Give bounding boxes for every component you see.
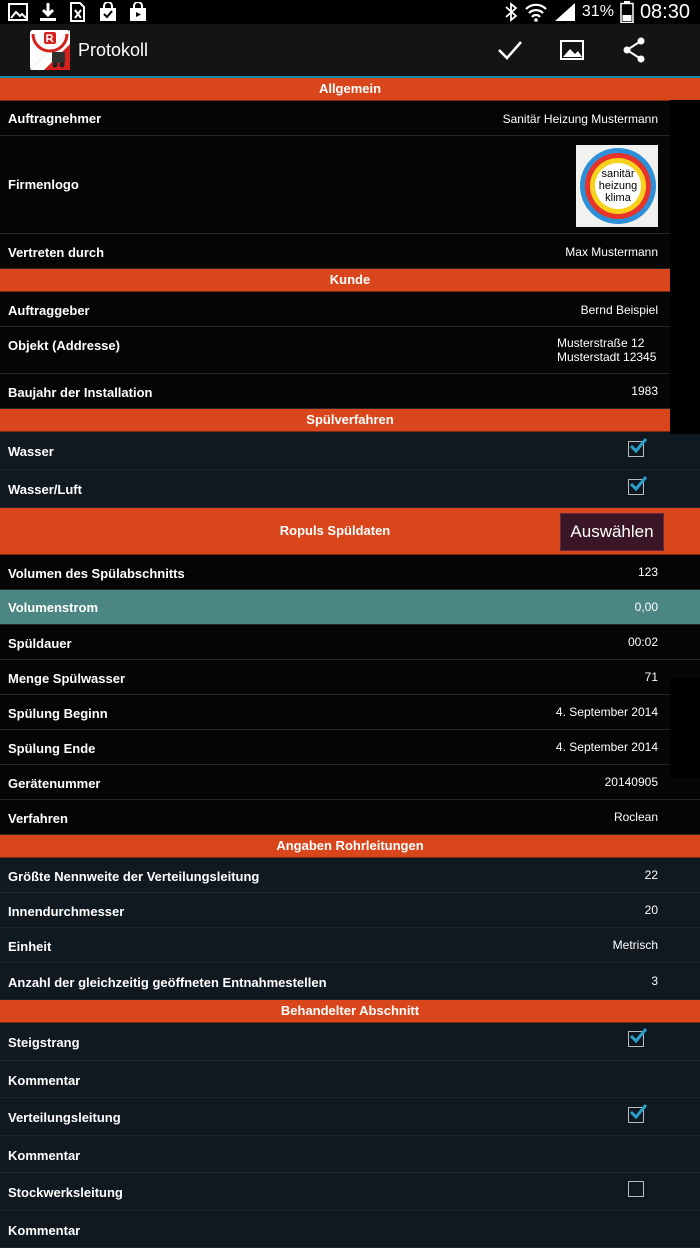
download-icon — [38, 2, 58, 22]
edge-strip — [670, 678, 700, 778]
row-label: Verfahren — [8, 811, 68, 826]
row-verfahren[interactable] — [0, 800, 700, 835]
row-value: 1983 — [631, 384, 658, 398]
section-rohrleitungen: Angaben Rohrleitungen — [0, 835, 700, 858]
row-label: Anzahl der gleichzeitig geöffneten Entnahmestellen — [8, 975, 327, 990]
app-logo-icon[interactable] — [30, 30, 70, 70]
verteilungsleitung-checkbox[interactable] — [628, 1107, 644, 1123]
row-menge-spuelwasser[interactable] — [0, 660, 700, 695]
row-value: Roclean — [613, 810, 658, 824]
section-kunde: Kunde — [0, 269, 700, 292]
row-kommentar-steigstrang[interactable] — [0, 1061, 700, 1098]
gallery-icon — [8, 2, 28, 22]
row-label: Vertreten durch — [8, 245, 105, 260]
row-value: Metrisch — [612, 938, 658, 952]
row-label: Wasser — [8, 444, 54, 459]
edge-strip — [670, 100, 700, 434]
section-spuelverfahren: Spülverfahren — [0, 409, 700, 432]
signal-icon — [554, 2, 576, 22]
row-einheit[interactable] — [0, 928, 700, 963]
row-label: Spüldauer — [8, 636, 72, 651]
row-label: Größte Nennweite der Verteilungsleitung — [8, 869, 260, 884]
address-line-2: Musterstadt 12345 — [557, 350, 657, 364]
row-auftraggeber[interactable] — [0, 292, 700, 327]
row-label: Baujahr der Installation — [8, 385, 153, 400]
shopping-bag-icon — [98, 2, 118, 22]
row-value: 4. September 2014 — [555, 705, 658, 719]
row-value: 20 — [644, 903, 658, 917]
battery-percent: 31% — [581, 3, 614, 20]
section-title: Ropuls Spüldaten — [279, 523, 391, 538]
section-allgemein: Allgemein — [0, 78, 700, 101]
row-label: Spülung Beginn — [8, 706, 108, 721]
row-objekt-adresse[interactable] — [0, 327, 700, 374]
row-label: Auftragnehmer — [8, 111, 102, 126]
row-kommentar-stockwerksleitung[interactable] — [0, 1211, 700, 1248]
action-bar — [0, 24, 700, 78]
row-auftragnehmer[interactable] — [0, 101, 700, 136]
row-kommentar-verteilungsleitung[interactable] — [0, 1136, 700, 1173]
row-wasser[interactable] — [0, 432, 700, 470]
status-bar — [0, 0, 700, 24]
row-label: Kommentar — [8, 1223, 81, 1238]
logo-text-2: heizung — [598, 180, 638, 192]
row-label: Innendurchmesser — [8, 904, 125, 919]
row-stockwerksleitung[interactable] — [0, 1173, 700, 1211]
protocol-form — [0, 78, 700, 1248]
row-steigstrang[interactable] — [0, 1023, 700, 1061]
wasser-luft-checkbox[interactable] — [628, 479, 644, 495]
shopping-bag-icon — [128, 2, 148, 22]
stockwerksleitung-checkbox[interactable] — [628, 1181, 644, 1197]
clock: 08:30 — [639, 0, 690, 23]
row-label: Kommentar — [8, 1148, 81, 1163]
logo-text-1: sanitär — [601, 168, 635, 180]
share-icon[interactable] — [620, 36, 648, 64]
company-logo[interactable] — [576, 145, 658, 227]
row-volumen[interactable] — [0, 555, 700, 590]
row-value: Max Mustermann — [565, 245, 658, 259]
row-value: 22 — [644, 868, 658, 882]
app-title: Protokoll — [78, 40, 149, 60]
auswaehlen-button[interactable]: Auswählen — [560, 513, 664, 551]
row-label: Firmenlogo — [8, 177, 79, 192]
row-spueldauer[interactable] — [0, 625, 700, 660]
row-label: Objekt (Addresse) — [8, 338, 120, 353]
row-vertreten-durch[interactable] — [0, 234, 700, 269]
row-label: Volumenstrom — [8, 600, 99, 615]
row-label: Kommentar — [8, 1073, 81, 1088]
section-abschnitt: Behandelter Abschnitt — [0, 1000, 700, 1023]
row-spuelung-beginn[interactable] — [0, 695, 700, 730]
row-wasser-luft[interactable] — [0, 470, 700, 508]
row-label: Steigstrang — [8, 1035, 80, 1050]
row-value: 4. September 2014 — [555, 740, 658, 754]
row-verteilungsleitung[interactable] — [0, 1098, 700, 1136]
image-icon[interactable] — [558, 36, 586, 64]
row-volumenstrom[interactable] — [0, 590, 700, 625]
row-value: 0,00 — [634, 600, 658, 614]
row-label: Spülung Ende — [8, 741, 96, 756]
row-label: Wasser/Luft — [8, 482, 82, 497]
row-label: Verteilungsleitung — [8, 1110, 121, 1125]
logo-text-3: klima — [605, 192, 631, 204]
section-spueldaten — [0, 508, 700, 555]
wasser-checkbox[interactable] — [628, 441, 644, 457]
file-excel-icon — [68, 2, 88, 22]
address-line-1: Musterstraße 12 — [557, 336, 645, 350]
row-value: 71 — [644, 670, 658, 684]
bluetooth-icon — [504, 2, 518, 22]
row-firmenlogo[interactable] — [0, 136, 700, 234]
row-label: Gerätenummer — [8, 776, 101, 791]
row-innendurchmesser[interactable] — [0, 893, 700, 928]
row-spuelung-ende[interactable] — [0, 730, 700, 765]
row-label: Auftraggeber — [8, 303, 90, 318]
row-label: Volumen des Spülabschnitts — [8, 566, 185, 581]
battery-icon — [620, 1, 634, 23]
row-value: Bernd Beispiel — [580, 303, 658, 317]
row-nennweite[interactable] — [0, 858, 700, 893]
row-value: 00:02 — [627, 635, 658, 649]
row-baujahr[interactable] — [0, 374, 700, 409]
row-value: 123 — [637, 565, 658, 579]
row-value: 3 — [651, 974, 658, 988]
row-entnahmestellen[interactable] — [0, 963, 700, 1000]
check-icon[interactable] — [496, 36, 524, 64]
wifi-icon — [524, 2, 548, 22]
row-value: Sanitär Heizung Mustermann — [502, 112, 658, 126]
row-geraetenummer[interactable] — [0, 765, 700, 800]
row-value: 20140905 — [604, 775, 658, 789]
row-label: Stockwerksleitung — [8, 1185, 123, 1200]
steigstrang-checkbox[interactable] — [628, 1031, 644, 1047]
row-label: Menge Spülwasser — [8, 671, 126, 686]
row-label: Einheit — [8, 939, 52, 954]
